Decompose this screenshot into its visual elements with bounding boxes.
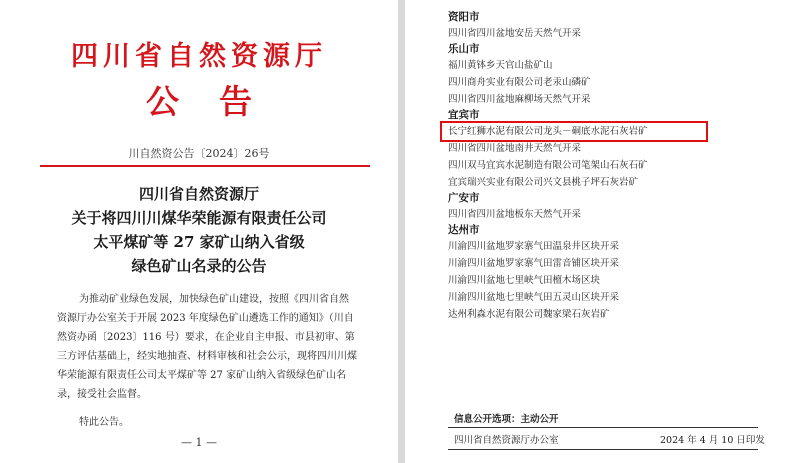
red-divider [40, 165, 370, 167]
city-heading: 宜宾市 [448, 109, 480, 121]
city-heading: 广安市 [448, 192, 480, 204]
mine-entry: 四川省四川盆地麻柳场天然气开采 [448, 94, 591, 105]
city-heading: 乐山市 [448, 43, 480, 55]
title-line: 绿色矿山名录的公告 [131, 257, 267, 275]
mine-entry: 四川双马宜宾水泥制造有限公司笔架山石灰石矿 [448, 160, 648, 171]
mine-entry: 四川省四川盆地安岳天然气开采 [448, 28, 582, 39]
mine-entry: 福川黄钵乡天官山盐矿山 [448, 60, 553, 71]
disclosure-option: 信息公开选项：主动公开 [454, 414, 559, 425]
title-line: 关于将四川川煤华荣能源有限责任公司 [71, 209, 327, 227]
notice-heading: 公告 [146, 82, 292, 121]
document-number: 川自然资公告〔2024〕26号 [128, 147, 270, 160]
body-paragraph: 为推动矿业绿色发展，加快绿色矿山建设，按照《四川省自然资源厅办公室关于开展 2023 年度绿色矿山遴选工作的通知》（川自然资办函〔2023〕116 号）要求，在企业自主申报、市县初审、第三方评估基础上，经实地抽查、材料审核和社会公示，现将四川川煤华荣能源有限责任公司太平煤矿等 27 家矿山纳入省级绿色矿山名录，接受社会监督。 [57, 294, 357, 400]
mine-entry: 四川省四川盆地板东天然气开采 [448, 209, 582, 220]
document-title [0, 182, 398, 278]
footer-bottom-rule [448, 449, 758, 450]
mine-entry: 四川商舟实业有限公司老汞山磷矿 [448, 77, 591, 88]
title-line: 太平煤矿等 27 家矿山纳入省级 [93, 233, 305, 251]
highlighted-mine-entry: 长宁红狮水泥有限公司龙头－硐底水泥石灰岩矿 [442, 123, 706, 140]
mine-entry: 川渝四川盆地罗家寨气田雷音铺区块开采 [448, 258, 620, 269]
page-number: — 1 — [181, 436, 217, 449]
mine-entry: 川渝四川盆地罗家寨气田温泉井区块开采 [448, 241, 620, 252]
mine-entry: 川渝四川盆地七里峡气田檀木场区块 [448, 275, 601, 286]
city-heading: 达州市 [448, 224, 480, 236]
left-page [0, 0, 398, 463]
mine-entry: 达州利森水泥有限公司魏家梁石灰岩矿 [448, 309, 610, 320]
issuing-authority-header: 四川省自然资源厅 [71, 41, 327, 72]
city-heading: 资阳市 [448, 11, 480, 23]
mine-entry: 四川省四川盆地南井天然气开采 [448, 143, 582, 154]
mine-list [448, 10, 788, 323]
issue-date: 2024 年 4 月 10 日印发 [660, 435, 765, 446]
issuing-office: 四川省自然资源厅办公室 [454, 435, 559, 446]
title-line: 四川省自然资源厅 [138, 185, 259, 203]
mine-entry: 川渝四川盆地七里峡气田五灵山区块开采 [448, 292, 620, 303]
right-page [405, 0, 800, 463]
closing-line: 特此公告。 [79, 417, 129, 428]
footer-top-rule [448, 427, 758, 428]
mine-entry: 宜宾瑞兴实业有限公司兴文县桃子坪石灰岩矿 [448, 177, 639, 188]
